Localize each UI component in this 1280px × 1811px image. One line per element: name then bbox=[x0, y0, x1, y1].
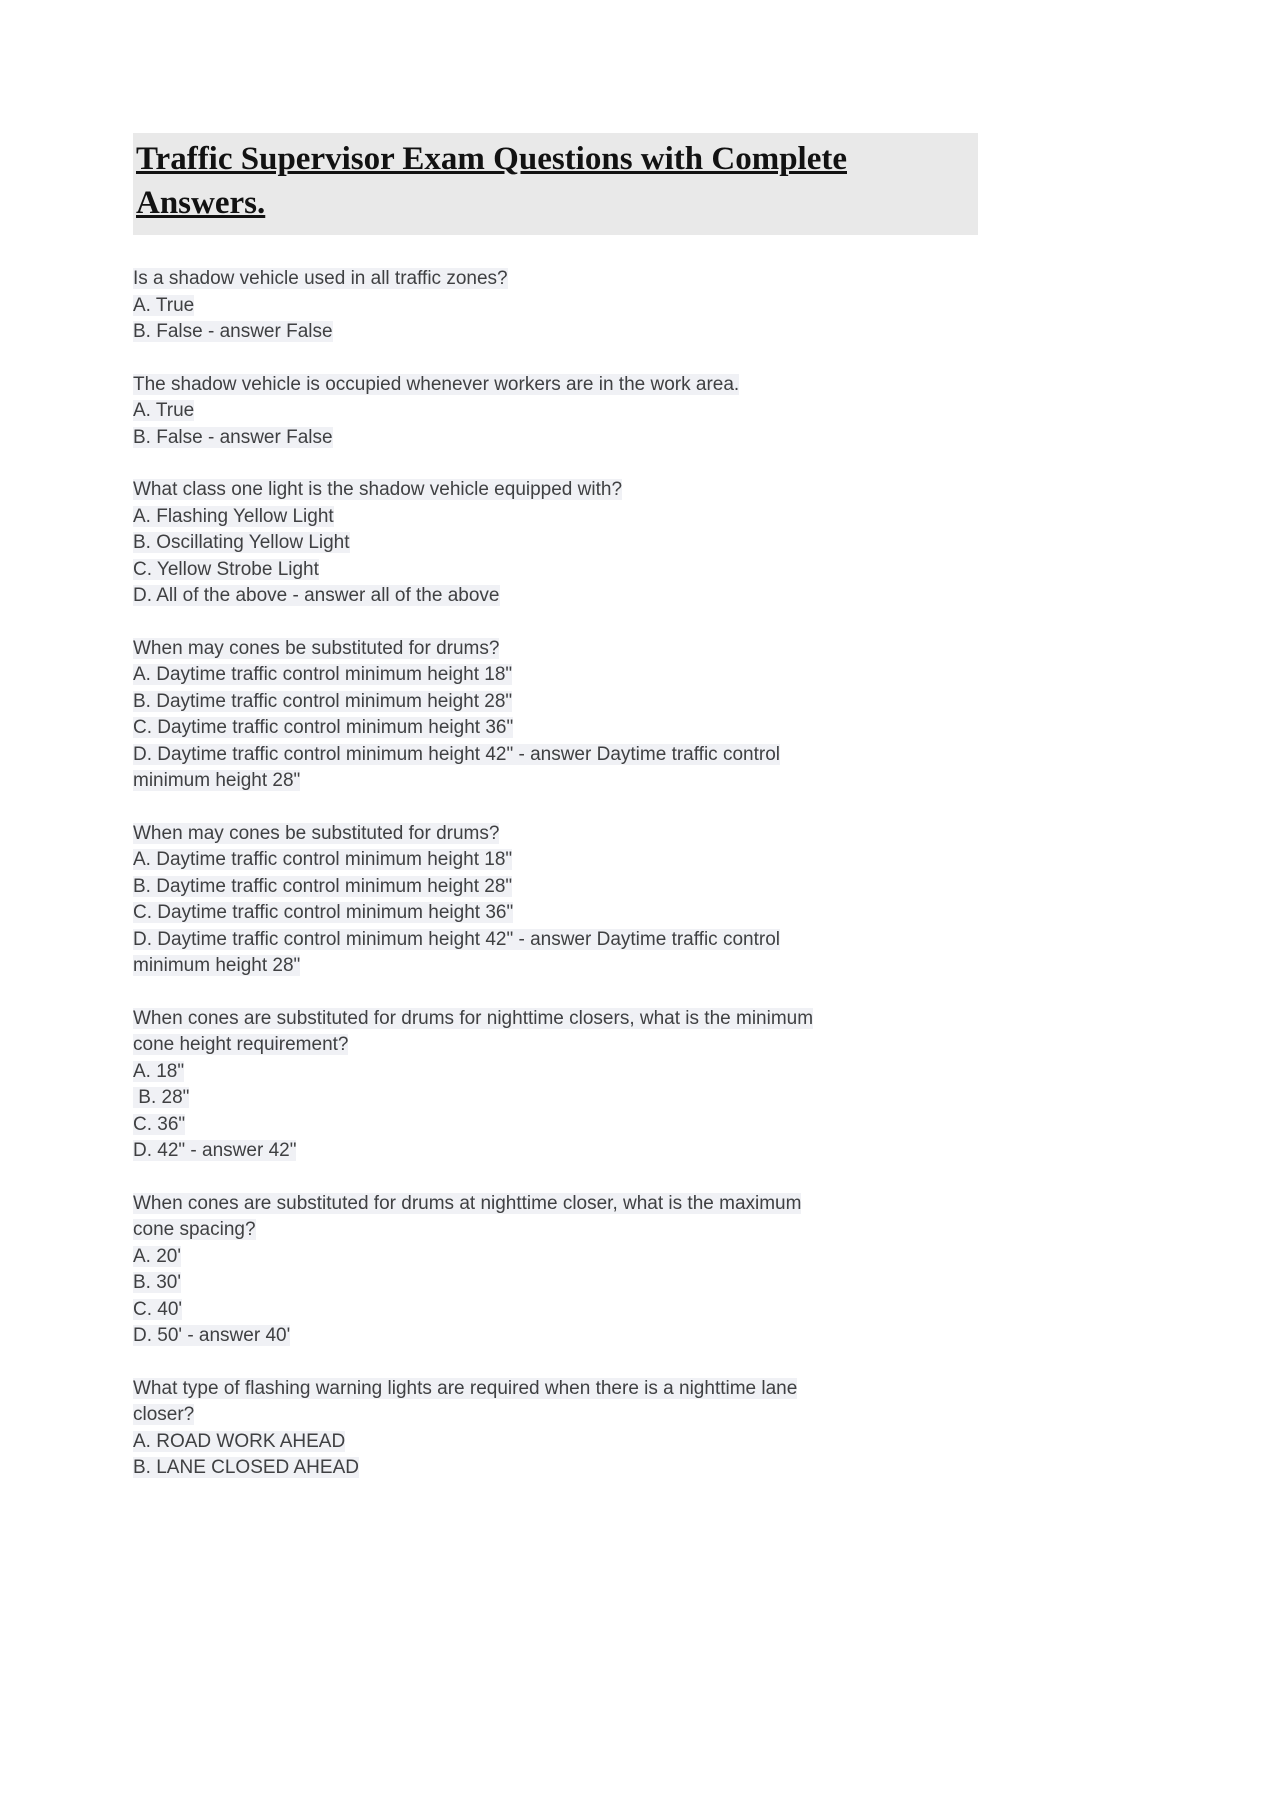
text-line bbox=[133, 636, 978, 663]
text-line bbox=[133, 266, 978, 293]
highlighted-text: When may cones be substituted for drums? bbox=[133, 822, 500, 844]
text-line bbox=[133, 1217, 978, 1244]
text-line bbox=[133, 689, 978, 716]
highlighted-text: cone height requirement? bbox=[133, 1034, 349, 1056]
highlighted-text: When cones are substituted for drums for nighttime closers, what is the minimum bbox=[133, 1007, 814, 1029]
highlighted-text: Is a shadow vehicle used in all traffic zones? bbox=[133, 268, 508, 290]
highlighted-text: B. 30' bbox=[133, 1272, 181, 1294]
text-line bbox=[133, 319, 978, 346]
text-line bbox=[133, 1244, 978, 1271]
text-line bbox=[133, 874, 978, 901]
highlighted-text: D. 50' - answer 40' bbox=[133, 1325, 291, 1347]
highlighted-text: minimum height 28" bbox=[133, 770, 301, 792]
highlighted-text: C. 40' bbox=[133, 1298, 183, 1320]
question-block bbox=[133, 266, 978, 346]
text-line bbox=[133, 1455, 978, 1482]
text-line bbox=[133, 530, 978, 557]
highlighted-text: B. Oscillating Yellow Light bbox=[133, 532, 350, 554]
text-line bbox=[133, 504, 978, 531]
highlighted-text: What type of flashing warning lights are required when there is a nighttime lane bbox=[133, 1377, 798, 1399]
highlighted-text: A. 20' bbox=[133, 1245, 181, 1267]
question-block bbox=[133, 1006, 978, 1165]
text-line bbox=[133, 398, 978, 425]
text-line bbox=[133, 293, 978, 320]
text-line bbox=[133, 477, 978, 504]
question-block bbox=[133, 372, 978, 452]
highlighted-text: A. True bbox=[133, 294, 195, 316]
question-block bbox=[133, 636, 978, 795]
text-line bbox=[133, 953, 978, 980]
document-title: Traffic Supervisor Exam Questions with Complete Answers. bbox=[136, 141, 847, 222]
text-line bbox=[133, 715, 978, 742]
text-line bbox=[133, 900, 978, 927]
highlighted-text: A. True bbox=[133, 400, 195, 422]
text-line bbox=[133, 1006, 978, 1033]
text-line bbox=[133, 847, 978, 874]
highlighted-text: When may cones be substituted for drums? bbox=[133, 637, 500, 659]
highlighted-text: What class one light is the shadow vehicle equipped with? bbox=[133, 479, 623, 501]
highlighted-text: A. ROAD WORK AHEAD bbox=[133, 1430, 346, 1452]
text-line bbox=[133, 1402, 978, 1429]
highlighted-text: The shadow vehicle is occupied whenever workers are in the work area. bbox=[133, 373, 740, 395]
highlighted-text: D. All of the above - answer all of the above bbox=[133, 585, 500, 607]
question-block bbox=[133, 477, 978, 610]
text-line bbox=[133, 1270, 978, 1297]
highlighted-text: When cones are substituted for drums at nighttime closer, what is the maximum bbox=[133, 1192, 802, 1214]
text-line bbox=[133, 1191, 978, 1218]
text-line bbox=[133, 557, 978, 584]
document-page bbox=[133, 133, 978, 1508]
highlighted-text: A. Daytime traffic control minimum height 18" bbox=[133, 849, 513, 871]
highlighted-text: D. Daytime traffic control minimum height 42" - answer Daytime traffic control bbox=[133, 743, 780, 765]
text-line bbox=[133, 1376, 978, 1403]
text-line bbox=[133, 583, 978, 610]
highlighted-text: B. Daytime traffic control minimum height 28" bbox=[133, 690, 513, 712]
highlighted-text: B. False - answer False bbox=[133, 321, 333, 343]
document-title-block bbox=[133, 133, 978, 235]
question-block bbox=[133, 1191, 978, 1350]
text-line bbox=[133, 821, 978, 848]
text-line bbox=[133, 1429, 978, 1456]
highlighted-text: minimum height 28" bbox=[133, 955, 301, 977]
text-line bbox=[133, 927, 978, 954]
highlighted-text: A. Flashing Yellow Light bbox=[133, 505, 334, 527]
text-line bbox=[133, 1032, 978, 1059]
text-line bbox=[133, 1323, 978, 1350]
highlighted-text: C. Yellow Strobe Light bbox=[133, 558, 319, 580]
highlighted-text: A. Daytime traffic control minimum height 18" bbox=[133, 664, 513, 686]
highlighted-text: D. 42" - answer 42" bbox=[133, 1140, 297, 1162]
highlighted-text: B. LANE CLOSED AHEAD bbox=[133, 1457, 359, 1479]
text-line bbox=[133, 662, 978, 689]
highlighted-text: A. 18" bbox=[133, 1060, 185, 1082]
highlighted-text: C. Daytime traffic control minimum height 36" bbox=[133, 902, 514, 924]
questions-list bbox=[133, 266, 978, 1482]
text-line bbox=[133, 1112, 978, 1139]
text-line bbox=[133, 742, 978, 769]
text-line bbox=[133, 1085, 978, 1112]
text-line bbox=[133, 768, 978, 795]
text-line bbox=[133, 1138, 978, 1165]
text-line bbox=[133, 372, 978, 399]
question-block bbox=[133, 821, 978, 980]
highlighted-text: cone spacing? bbox=[133, 1219, 256, 1241]
text-line bbox=[133, 1059, 978, 1086]
highlighted-text: C. Daytime traffic control minimum height 36" bbox=[133, 717, 514, 739]
highlighted-text: closer? bbox=[133, 1404, 195, 1426]
highlighted-text: C. 36" bbox=[133, 1113, 186, 1135]
highlighted-text: B. Daytime traffic control minimum height 28" bbox=[133, 875, 513, 897]
highlighted-text: D. Daytime traffic control minimum height 42" - answer Daytime traffic control bbox=[133, 928, 780, 950]
text-line bbox=[133, 1297, 978, 1324]
highlighted-text: B. 28" bbox=[133, 1087, 190, 1109]
text-line bbox=[133, 425, 978, 452]
highlighted-text: B. False - answer False bbox=[133, 426, 333, 448]
question-block bbox=[133, 1376, 978, 1482]
